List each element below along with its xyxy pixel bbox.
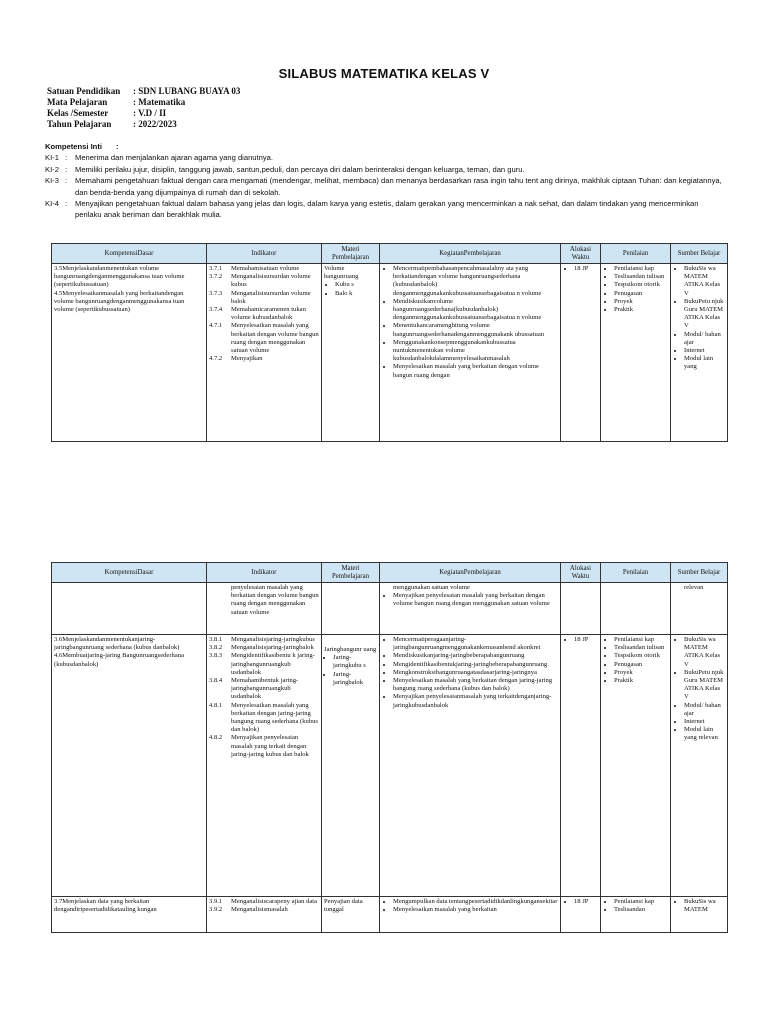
list-item: • Penilaiansi kap bbox=[614, 636, 668, 644]
list-item: • Penilaiansi kap bbox=[614, 898, 668, 906]
list-item: • BukuSis wa MATEM ATIKA Kelas V bbox=[684, 636, 725, 669]
list-item: • Menggunakankonsepmenggunakankubussatua nuntukmenentukan volume kubusdanbalokdalammenyelesaikanmasalah bbox=[393, 339, 558, 364]
indikator-item: 3.9.1 Menganalisiscarapeny ajian data bbox=[209, 898, 318, 905]
list-item: • Modul/ bahan ajar bbox=[684, 702, 725, 718]
list-item: • Menyajikan penyelesaian masalah yang berkaitan dengan volume bangun ruang dengan menggunakan satuan volume bbox=[393, 592, 558, 608]
penilaian-list bbox=[603, 636, 668, 685]
list-item: • Penugasan bbox=[614, 661, 668, 669]
list-item: • Menyelesaikan masalah yang berkaitan dengan volume bangun ruang dengan bbox=[393, 363, 558, 379]
meta-row: Satuan Pendidikan : SDN LUBANG BUAYA 03 bbox=[47, 86, 241, 96]
indikator-item: 3.9.2 Menganalisismasalah bbox=[209, 906, 288, 914]
header-sumber: Sumber Belajar bbox=[671, 563, 728, 583]
penilaian-cell bbox=[601, 635, 671, 897]
indikator-item: 4.8.1 Menyelesaikan masalah yang berkaitan dengan jaring-jaring bangung ruang sederhana (kubus dan balok) bbox=[209, 701, 318, 734]
list-item: • Teslisandan bbox=[614, 906, 668, 914]
list-item: • Mengumpulkan data tentangpesertadidikdanlingkungansekitar bbox=[393, 898, 558, 906]
kd-cell: 3.7Menjelaskan data yang berkaitan dengandiripesertadidikatauling kungan bbox=[52, 897, 207, 933]
list-item: • Mencermatiperagaanjaring-jaringbangunruangmenggunakankemasanbend akonkret bbox=[393, 636, 558, 652]
materi-list bbox=[324, 281, 377, 297]
table-row bbox=[52, 635, 728, 897]
meta-row: Tahun Pelajaran : 2022/2023 bbox=[47, 119, 177, 129]
syllabus-table-2 bbox=[51, 562, 728, 933]
list-item: • Internet bbox=[684, 718, 725, 726]
sumber-list bbox=[673, 636, 725, 743]
header-penilaian: Penilaian bbox=[601, 244, 671, 264]
list-item: • Modul/ bahan ajar bbox=[684, 331, 725, 347]
sumber-cell bbox=[671, 264, 728, 442]
header-indikator: Indikator bbox=[207, 244, 322, 264]
header-alokasi: Alokasi Waktu bbox=[561, 563, 601, 583]
meta-row: Mata Pelajaran : Matematika bbox=[47, 97, 186, 107]
list-item: • Tespsikom otorik bbox=[614, 281, 668, 289]
sumber-list bbox=[673, 898, 725, 914]
kd-cell bbox=[52, 583, 207, 635]
indikator-item: 4.7.2 Menyajikan bbox=[209, 355, 263, 363]
kd-cell: 3.5Menjelaskandanmenentukan volume bangunruangdenganmenggunakansa tuan volume (sepertikubussatuan) 4.5Menyelesaikanmasalah yang berkaitandengan volume bangunruangdenganmenggunakansa tuan volume (sepertikubussatuan) bbox=[52, 264, 207, 442]
kd-cell: 3.6Menjelaskandanmenentukanjaring-jaringbangunruang sederhana (kubus danbalok) 4.6Membuatjaring-jaring Bangunruangsederhana (kubusdanbalok) bbox=[52, 635, 207, 897]
header-sumber: Sumber Belajar bbox=[671, 244, 728, 264]
syllabus-table-1 bbox=[51, 243, 728, 442]
list-item: • Penugasan bbox=[614, 290, 668, 298]
page-title: SILABUS MATEMATIKA KELAS V bbox=[278, 66, 490, 81]
header-kegiatan: KegiatanPembelajaran bbox=[380, 563, 561, 583]
table-row bbox=[52, 583, 728, 635]
list-item: • Jaring-jaringkubu s bbox=[333, 654, 377, 670]
list-item: • BukuSis wa MATEM bbox=[684, 898, 725, 914]
kegiatan-cell bbox=[380, 264, 561, 442]
list-item: • Praktik bbox=[614, 677, 668, 685]
indikator-cell bbox=[207, 264, 322, 442]
penilaian-cell bbox=[601, 897, 671, 933]
sumber-cell: relevan bbox=[671, 583, 728, 635]
list-item: • Teslisandan tulisan bbox=[614, 644, 668, 652]
indikator-item: 3.8.2 Menganalisisjaring-jaringbalok bbox=[209, 644, 314, 652]
list-item: • Balo k bbox=[335, 290, 377, 298]
header-indikator: Indikator bbox=[207, 563, 322, 583]
list-item: • Mengkonstruksibangunruangatasdasarjaring-jaringnya bbox=[393, 669, 558, 677]
list-item: • BukuPetu njuk Guru MATEM ATIKA Kelas V bbox=[684, 669, 725, 702]
list-item: • Penilaiansi kap bbox=[614, 265, 668, 273]
header-kegiatan: KegiatanPembelajaran bbox=[380, 244, 561, 264]
alokasi-cell bbox=[561, 583, 601, 635]
kompetensi-inti bbox=[45, 141, 725, 221]
list-item: • Menyelesaikan masalah yang berkaitan dengan jaring-jaring bangung ruang sederhana (kubus dan balok) bbox=[393, 677, 558, 693]
ki-item: KI-3 : Memahami pengetahuan faktual dengan cara mengamati (mendengar, melihat, membaca) dan menanya berdasarkan rasa ingin tahu tent ang dirinya, makhluk ciptaan Tuhan: dan kegiatannya, dan benda-benda yang dijumpainya di rumah dan di sekolah. bbox=[45, 176, 722, 197]
kegiatan-list bbox=[382, 636, 558, 710]
ki-item: KI-1 : Menerima dan menjalankan ajaran agama yang dianutnya. bbox=[45, 153, 273, 163]
table-row bbox=[52, 264, 728, 442]
alokasi-cell bbox=[561, 897, 601, 933]
penilaian-cell bbox=[601, 264, 671, 442]
penilaian-list bbox=[603, 898, 668, 914]
materi-cell bbox=[322, 583, 380, 635]
school-meta bbox=[47, 86, 240, 130]
materi-list bbox=[324, 654, 377, 687]
header-penilaian: Penilaian bbox=[601, 563, 671, 583]
list-item: • Internet bbox=[684, 347, 725, 355]
list-item: • 18 JP bbox=[574, 265, 598, 273]
list-item: • Jaring-jaringbalok bbox=[333, 671, 377, 687]
table-header-row bbox=[52, 244, 728, 264]
sumber-cell bbox=[671, 635, 728, 897]
indikator-cell bbox=[207, 635, 322, 897]
materi-cell: Penyajian data tunggal bbox=[322, 897, 380, 933]
materi-cell: Jaringbangunr uang • Jaring-jaringkubu s • Jaring-jaringbalok bbox=[322, 635, 380, 897]
meta-row: Kelas /Semester : V.D / II bbox=[47, 108, 167, 118]
table-row bbox=[52, 897, 728, 933]
list-item: • Proyek bbox=[614, 298, 668, 306]
list-item: • Mencermatipembahasanpencahmasalahny ata yang berkaitandengan volume bangunruangsederhana (kubusdanbalok) denganmenggunakankubussatuansebagaisatua n volume bbox=[393, 265, 558, 298]
kegiatan-cell: menggunakan satuan volume • Menyajikan penyelesaian masalah yang berkaitan dengan volume bangun ruang dengan menggunakan satuan volume bbox=[380, 583, 561, 635]
list-item: • BukuPetu njuk Guru MATEM ATIKA Kelas V bbox=[684, 298, 725, 331]
ki-item: KI-4 : Menyajikan pengetahuan faktual dalam bahasa yang jelas dan logis, dalam karya yang estetis, dalam gerakan yang mencerminkan a nak sehat, dan dalam tindakan yang mencerminkan perilaku anak beriman dan berakhlak mulia. bbox=[45, 199, 699, 220]
header-kompetensi-dasar: KompetensiDasar bbox=[52, 563, 207, 583]
indikator-item: 3.8.1 Menganalisisjaring-jaringkubus bbox=[209, 636, 315, 643]
header-materi: Materi Pembelajaran bbox=[322, 244, 380, 264]
sumber-list bbox=[673, 265, 725, 372]
list-item: • Kubu s bbox=[335, 281, 377, 289]
list-item: • Praktik bbox=[614, 306, 668, 314]
indikator-item: 3.8.4 Memahamibentuk jaring-jaringbangunruangkub usdanbalok bbox=[209, 677, 299, 701]
kegiatan-list bbox=[382, 265, 558, 380]
alokasi-cell bbox=[561, 264, 601, 442]
list-item: • Menyelesaikan masalah yang berkaitan bbox=[393, 906, 558, 914]
table-header-row bbox=[52, 563, 728, 583]
penilaian-list bbox=[603, 265, 668, 314]
list-item: • Proyek bbox=[614, 669, 668, 677]
header-kompetensi-dasar: KompetensiDasar bbox=[52, 244, 207, 264]
indikator-item: 3.7.1 Memahamisatuan volume bbox=[209, 265, 300, 272]
kegiatan-cell bbox=[380, 897, 561, 933]
kegiatan-list bbox=[382, 898, 558, 914]
header-alokasi: Alokasi Waktu bbox=[561, 244, 601, 264]
indikator-cell bbox=[207, 897, 322, 933]
list-item: • Menyajikan penyelesaianmasalah yang terkaitdenganjaring-jaringkubusdanbalok bbox=[393, 693, 558, 709]
list-item: • Mendiskusikanjaring-jaringbeberapabangunruang bbox=[393, 652, 558, 660]
indikator-item: 3.7.2 Menganalisisursurdan volume kubus bbox=[209, 273, 311, 289]
list-item: • Modul lain yang bbox=[684, 355, 725, 371]
list-item: • Tespsikom otorik bbox=[614, 652, 668, 660]
list-item: • BukuSis wa MATEM ATIKA Kelas V bbox=[684, 265, 725, 298]
ki-heading: Kompetensi Inti : bbox=[45, 142, 119, 151]
indikator-item: 3.8.3 Mengidentifikasibentu k jaring-jaringbangunruangkub usdanbalok bbox=[209, 652, 315, 676]
penilaian-cell bbox=[601, 583, 671, 635]
kegiatan-cell bbox=[380, 635, 561, 897]
list-item: • Teslisandan tulisan bbox=[614, 273, 668, 281]
indikator-item: 4.7.1 Menyelesaikan masalah yang berkaitan dengan volume bangun ruang dengan menggunakan satuan volume bbox=[209, 322, 319, 355]
header-materi: Materi Pembelajaran bbox=[322, 563, 380, 583]
list-item: • Mengidentifikasibentukjaring-jaringbeberapabangunruang bbox=[393, 661, 558, 669]
ki-item: KI-2 : Memiliki perilaku jujur, disiplin, tanggung jawab, santun,peduli, dan percaya diri dalam berinteraksi dengan keluarga, teman, dan guru. bbox=[45, 164, 525, 174]
list-item: • 18 JP bbox=[574, 636, 598, 644]
indikator-cell: penyelesaian masalah yang berkaitan dengan volume bangun ruang dengan menggunakan satuan volume bbox=[207, 583, 322, 635]
list-item: • Menentukancaramenghitung volume bangunruangsederhanadenganmenggunakank ubussatuan bbox=[393, 322, 558, 338]
indikator-item: 4.8.2 Menyajikan penyelesaian masalah yang terkait dengan jaring-jaring kubus dan balok bbox=[209, 734, 309, 758]
sumber-cell bbox=[671, 897, 728, 933]
indikator-item: 3.7.4 Memahamicaramenen tukan volume kubusdanbalok bbox=[209, 306, 306, 322]
indikator-item: 3.7.3 Menganalisisursurdan volume balok bbox=[209, 289, 311, 305]
list-item: • Mendiskusikanvolume bangunruangsederhana(kubusdanbalok) denganmenggunakankubussatuansebagaisatua n volume bbox=[393, 298, 558, 323]
list-item: • 18 JP bbox=[574, 898, 598, 906]
alokasi-cell bbox=[561, 635, 601, 897]
materi-cell: Volume bangunruang • Kubu s • Balo k bbox=[322, 264, 380, 442]
list-item: • Modul lain yang relevan bbox=[684, 726, 725, 742]
